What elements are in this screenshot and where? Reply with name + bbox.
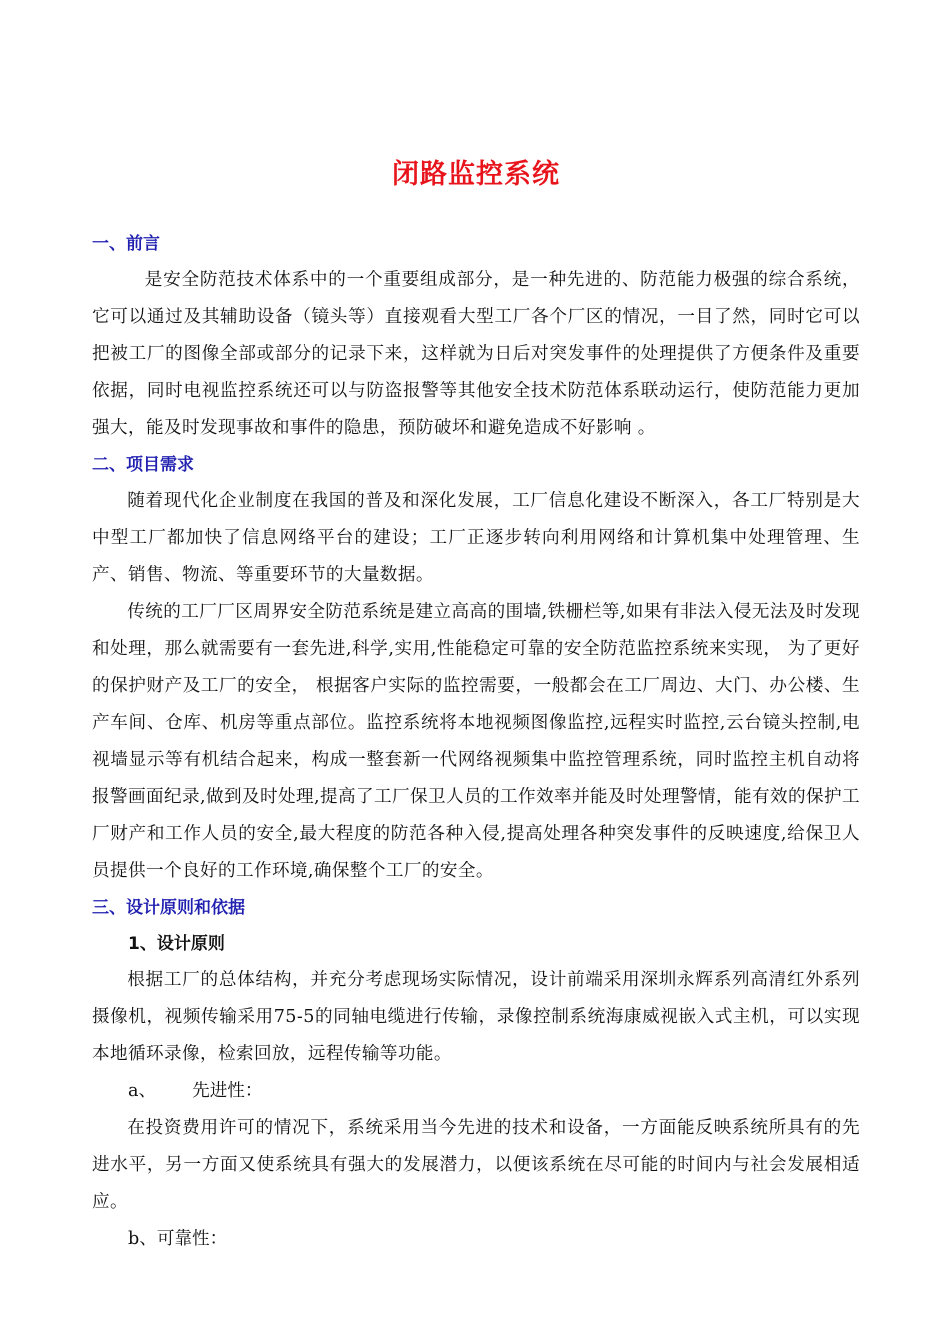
- list-item-advanced: [92, 1073, 860, 1110]
- section-heading-requirements: 二、项目需求: [92, 455, 194, 475]
- requirements-paragraph-2: 传统的工厂厂区周界安全防范系统是建立高高的围墙,铁栅栏等,如果有非法入侵无法及时发现和处理，那么就需要有一套先进,科学,实用,性能稳定可靠的安全防范监控系统来实现， 为了更好的保护财产及工厂的安全， 根据客户实际的监控需要，一般都会在工厂周边、大门、办公楼、生产车间、仓库、机房等重点部位。监控系统将本地视频图像监控,远程实时监控,云台镜头控制,电视墙显示等有机结合起来，构成一整套新一代网络视频集中监控管理系统，同时监控主机自动将报警画面纪录,做到及时处理,提高了工厂保卫人员的工作效率并能及时处理警情，能有效的保护工厂财产和工作人员的安全,最大程度的防范各种入侵,提高处理各种突发事件的反映速度,给保卫人员提供一个良好的工作环境,确保整个工厂的安全。: [92, 602, 860, 881]
- advanced-paragraph: 在投资费用许可的情况下，系统采用当今先进的技术和设备，一方面能反映系统所具有的先进水平，另一方面又使系统具有强大的发展潜力，以便该系统在尽可能的时间内与社会发展相适应。: [92, 1118, 860, 1212]
- preface-paragraph: 是安全防范技术体系中的一个重要组成部分，是一种先进的、防范能力极强的综合系统，它可以通过及其辅助设备（镜头等）直接观看大型工厂各个厂区的情况，一目了然，同时它可以把被工厂的图像全部或部分的记录下来，这样就为日后对突发事件的处理提供了方便条件及重要依据，同时电视监控系统还可以与防盗报警等其他安全技术防范体系联动运行，使防范能力更加强大，能及时发现事故和事件的隐患，预防破坏和避免造成不好影响 。: [92, 270, 860, 438]
- subheading-design-principles: 1、设计原则: [128, 934, 225, 954]
- list-item-text: 先进性：: [192, 1081, 263, 1101]
- list-item-reliability: b、可靠性：: [128, 1229, 228, 1249]
- requirements-paragraph-1: 随着现代化企业制度在我国的普及和深化发展，工厂信息化建设不断深入，各工厂特别是大中型工厂都加快了信息网络平台的建设；工厂正逐步转向利用网络和计算机集中处理管理、生产、销售、物流、等重要环节的大量数据。: [92, 491, 860, 585]
- document-title: 闭路监控系统: [392, 159, 560, 190]
- design-paragraph: 根据工厂的总体结构，并充分考虑现场实际情况，设计前端采用深圳永辉系列高清红外系列摄像机，视频传输采用75-5的同轴电缆进行传输，录像控制系统海康威视嵌入式主机，可以实现本地循环录像，检索回放，远程传输等功能。: [92, 970, 860, 1064]
- section-heading-design: 三、设计原则和依据: [92, 898, 245, 918]
- list-item-label: a、: [128, 1081, 157, 1101]
- section-heading-preface: 一、前言: [92, 234, 160, 254]
- document-page: [92, 150, 860, 1258]
